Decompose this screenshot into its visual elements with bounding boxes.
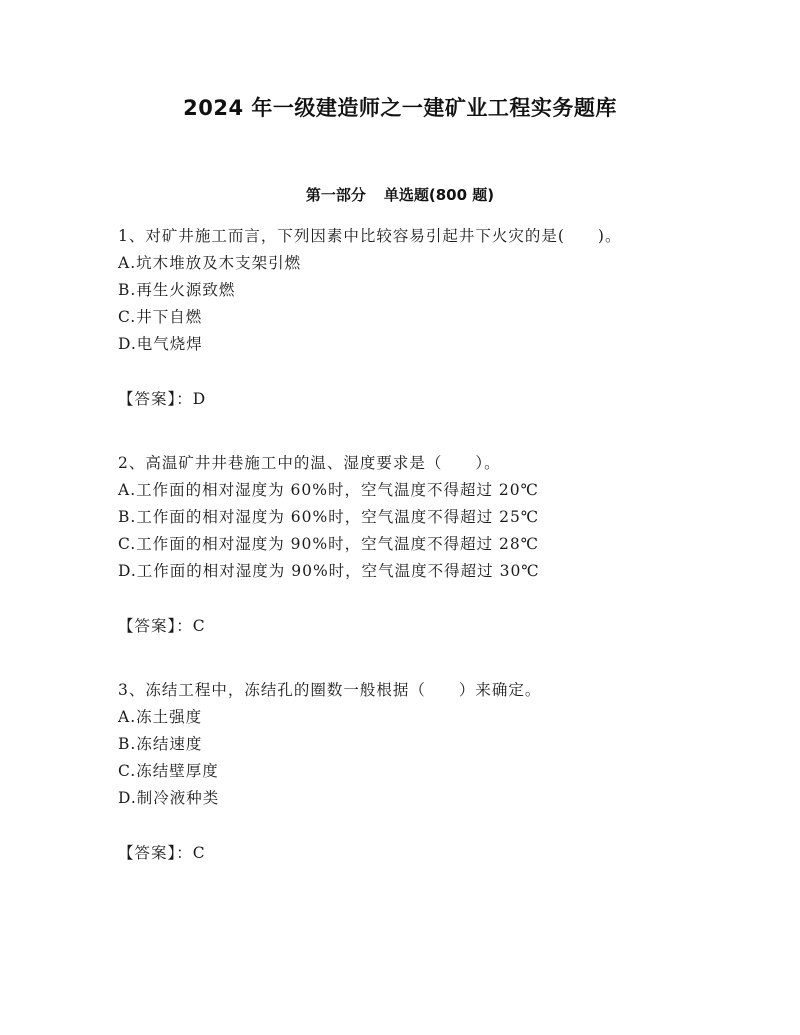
section-heading	[0, 184, 800, 205]
option-a: A.冻土强度	[118, 708, 203, 726]
question-block-2	[118, 450, 718, 640]
answer-label: 【答案】：	[118, 617, 193, 635]
option-a: A.工作面的相对湿度为 60%时，空气温度不得超过 20℃	[118, 481, 539, 499]
option-a: A.坑木堆放及木支架引燃	[118, 254, 302, 272]
answer-line	[118, 840, 718, 867]
answer-value: D	[192, 390, 207, 408]
option-c: C.井下自燃	[118, 308, 203, 326]
answer-value: C	[192, 844, 206, 862]
question-block-3	[118, 677, 718, 867]
document-title: 2024 年一级建造师之一建矿业工程实务题库	[183, 96, 617, 120]
option-b: B.再生火源致燃	[118, 281, 236, 299]
answer-line	[118, 386, 718, 413]
option-b: B.工作面的相对湿度为 60%时，空气温度不得超过 25℃	[118, 508, 540, 526]
answer-label: 【答案】：	[118, 844, 193, 862]
question-stem: 3、冻结工程中，冻结孔的圈数一般根据（ ）来确定。	[118, 681, 542, 699]
answer-value: C	[192, 617, 206, 635]
section-part: 第一部分	[305, 186, 366, 204]
option-d: D.制冷液种类	[118, 789, 220, 807]
question-list	[118, 223, 718, 904]
option-d: D.电气烧焊	[118, 335, 203, 353]
section-name: 单选题(800 题)	[383, 186, 495, 204]
answer-label: 【答案】：	[118, 390, 193, 408]
question-block-1	[118, 223, 718, 413]
option-c: C.冻结壁厚度	[118, 762, 219, 780]
option-b: B.冻结速度	[118, 735, 203, 753]
question-stem: 2、高温矿井井巷施工中的温、湿度要求是（ ）。	[118, 454, 501, 472]
option-c: C.工作面的相对湿度为 90%时，空气温度不得超过 28℃	[118, 535, 540, 553]
answer-line	[118, 613, 718, 640]
question-stem: 1、对矿井施工而言，下列因素中比较容易引起井下火灾的是( )。	[118, 227, 622, 245]
option-d: D.工作面的相对湿度为 90%时，空气温度不得超过 30℃	[118, 562, 540, 580]
